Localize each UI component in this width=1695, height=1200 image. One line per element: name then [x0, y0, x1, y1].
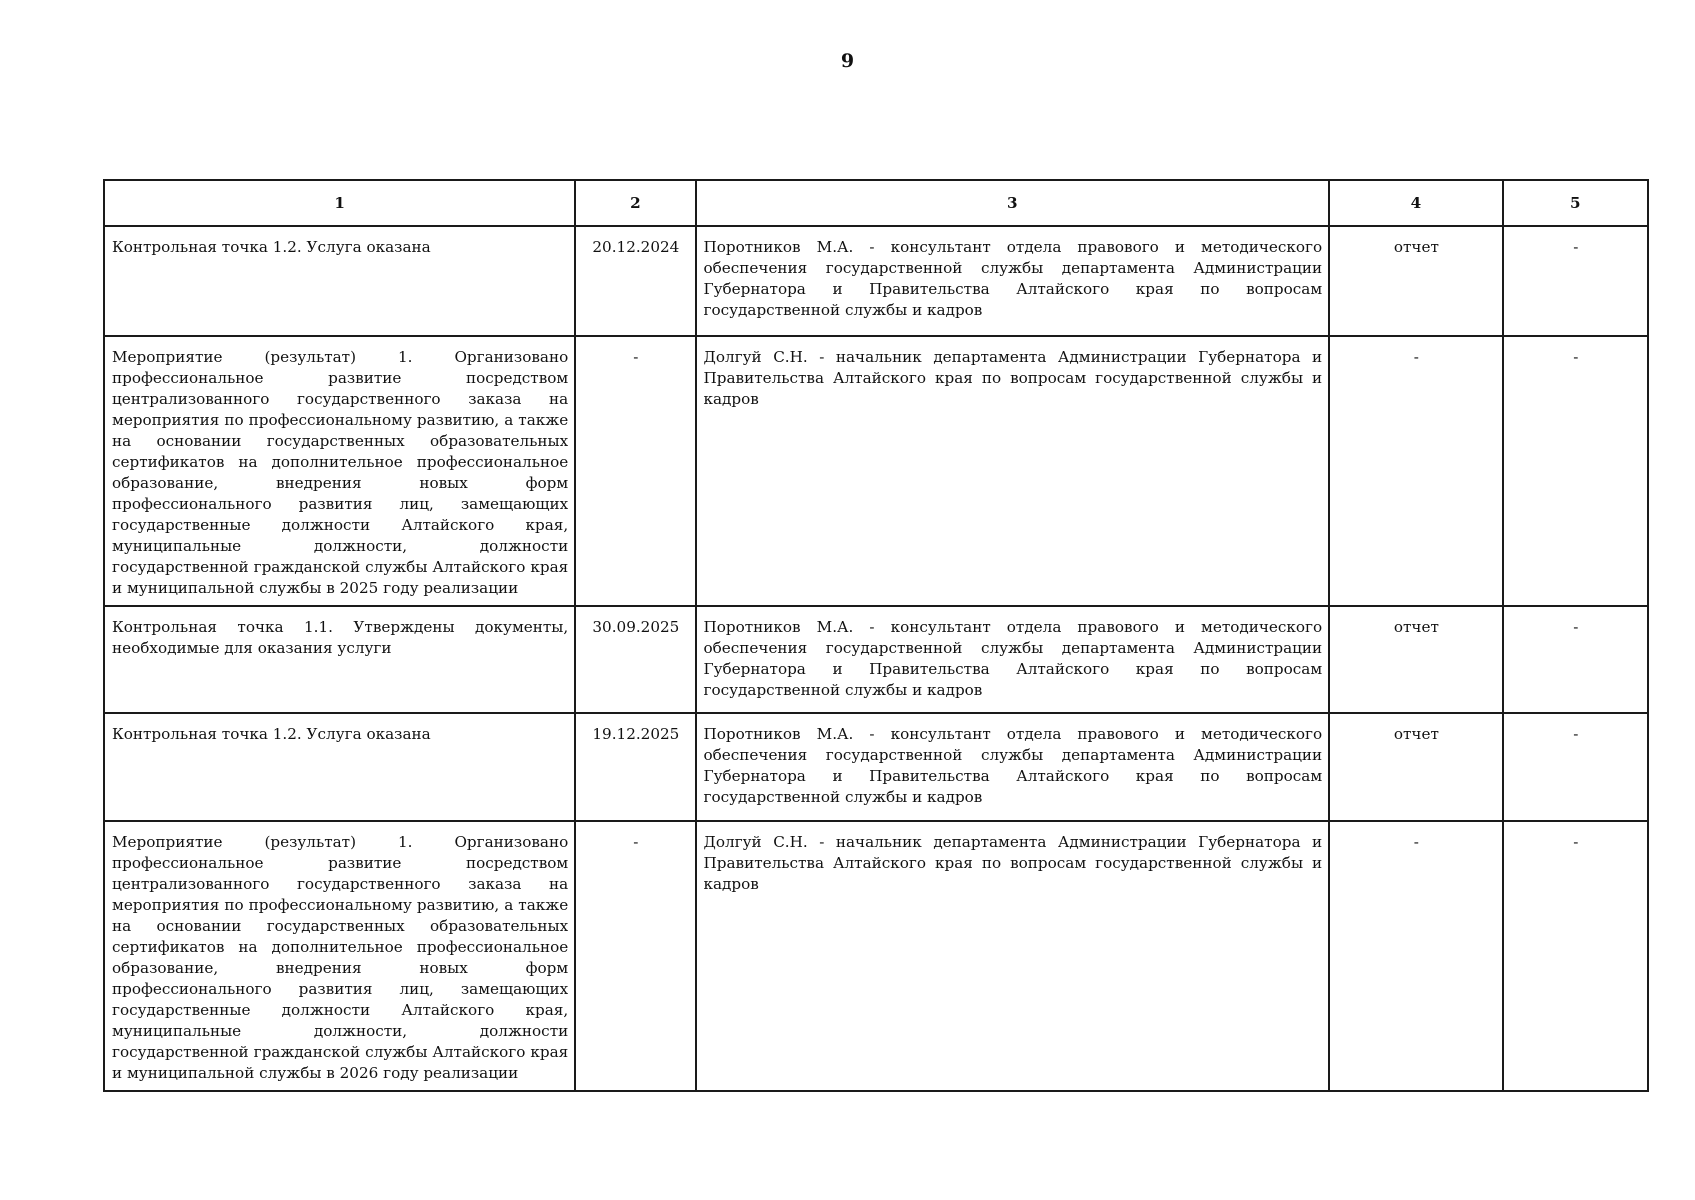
column-header-3: 3: [696, 180, 1330, 226]
row-col5-cell: -: [1503, 606, 1648, 713]
table-row: [104, 226, 1648, 336]
table-row: [104, 336, 1648, 606]
row-document-cell: отчет: [1329, 606, 1502, 713]
table-row: [104, 606, 1648, 713]
row-document-cell: -: [1329, 821, 1502, 1091]
row-col5-cell: -: [1503, 336, 1648, 606]
table-row: [104, 713, 1648, 821]
row-document-cell: отчет: [1329, 226, 1502, 336]
row-name-cell: Мероприятие (результат) 1. Организовано профессиональное развитие посредством централизованного государственного заказа на мероприятия по профессиональному развитию, а также на основании государственных образовательных сертификатов на дополнительное профессиональное образование, внедрения новых форм профессионального развития лиц, замещающих государственные должности Алтайского края, муниципальные должности, должности государственной гражданской службы Алтайского края и муниципальной службы в 2025 году реализации: [104, 336, 575, 606]
row-date-cell: 19.12.2025: [575, 713, 695, 821]
row-date-cell: 30.09.2025: [575, 606, 695, 713]
row-responsible-cell: Поротников М.А. - консультант отдела правового и методического обеспечения государственной службы департамента Администрации Губернатора и Правительства Алтайского края по вопросам государственной службы и кадров: [696, 606, 1330, 713]
row-col5-cell: -: [1503, 226, 1648, 336]
row-responsible-cell: Долгуй С.Н. - начальник департамента Администрации Губернатора и Правительства Алтайского края по вопросам государственной службы и кадров: [696, 821, 1330, 1091]
row-responsible-cell: Поротников М.А. - консультант отдела правового и методического обеспечения государственной службы департамента Администрации Губернатора и Правительства Алтайского края по вопросам государственной службы и кадров: [696, 713, 1330, 821]
row-name-cell: Мероприятие (результат) 1. Организовано профессиональное развитие посредством централизованного государственного заказа на мероприятия по профессиональному развитию, а также на основании государственных образовательных сертификатов на дополнительное профессиональное образование, внедрения новых форм профессионального развития лиц, замещающих государственные должности Алтайского края, муниципальные должности, должности государственной гражданской службы Алтайского края и муниципальной службы в 2026 году реализации: [104, 821, 575, 1091]
row-name-cell: Контрольная точка 1.2. Услуга оказана: [104, 226, 575, 336]
column-header-1: 1: [104, 180, 575, 226]
row-date-cell: 20.12.2024: [575, 226, 695, 336]
page-number: 9: [840, 50, 855, 72]
table-row: [104, 821, 1648, 1091]
row-col5-cell: -: [1503, 713, 1648, 821]
table-header-row: [104, 180, 1648, 226]
plan-table: [103, 179, 1649, 1092]
row-col5-cell: -: [1503, 821, 1648, 1091]
row-responsible-cell: Долгуй С.Н. - начальник департамента Администрации Губернатора и Правительства Алтайского края по вопросам государственной службы и кадров: [696, 336, 1330, 606]
row-responsible-cell: Поротников М.А. - консультант отдела правового и методического обеспечения государственной службы департамента Администрации Губернатора и Правительства Алтайского края по вопросам государственной службы и кадров: [696, 226, 1330, 336]
row-date-cell: -: [575, 821, 695, 1091]
column-header-5: 5: [1503, 180, 1648, 226]
column-header-4: 4: [1329, 180, 1502, 226]
row-document-cell: -: [1329, 336, 1502, 606]
column-header-2: 2: [575, 180, 695, 226]
row-name-cell: Контрольная точка 1.1. Утверждены документы, необходимые для оказания услуги: [104, 606, 575, 713]
row-name-cell: Контрольная точка 1.2. Услуга оказана: [104, 713, 575, 821]
row-date-cell: -: [575, 336, 695, 606]
row-document-cell: отчет: [1329, 713, 1502, 821]
